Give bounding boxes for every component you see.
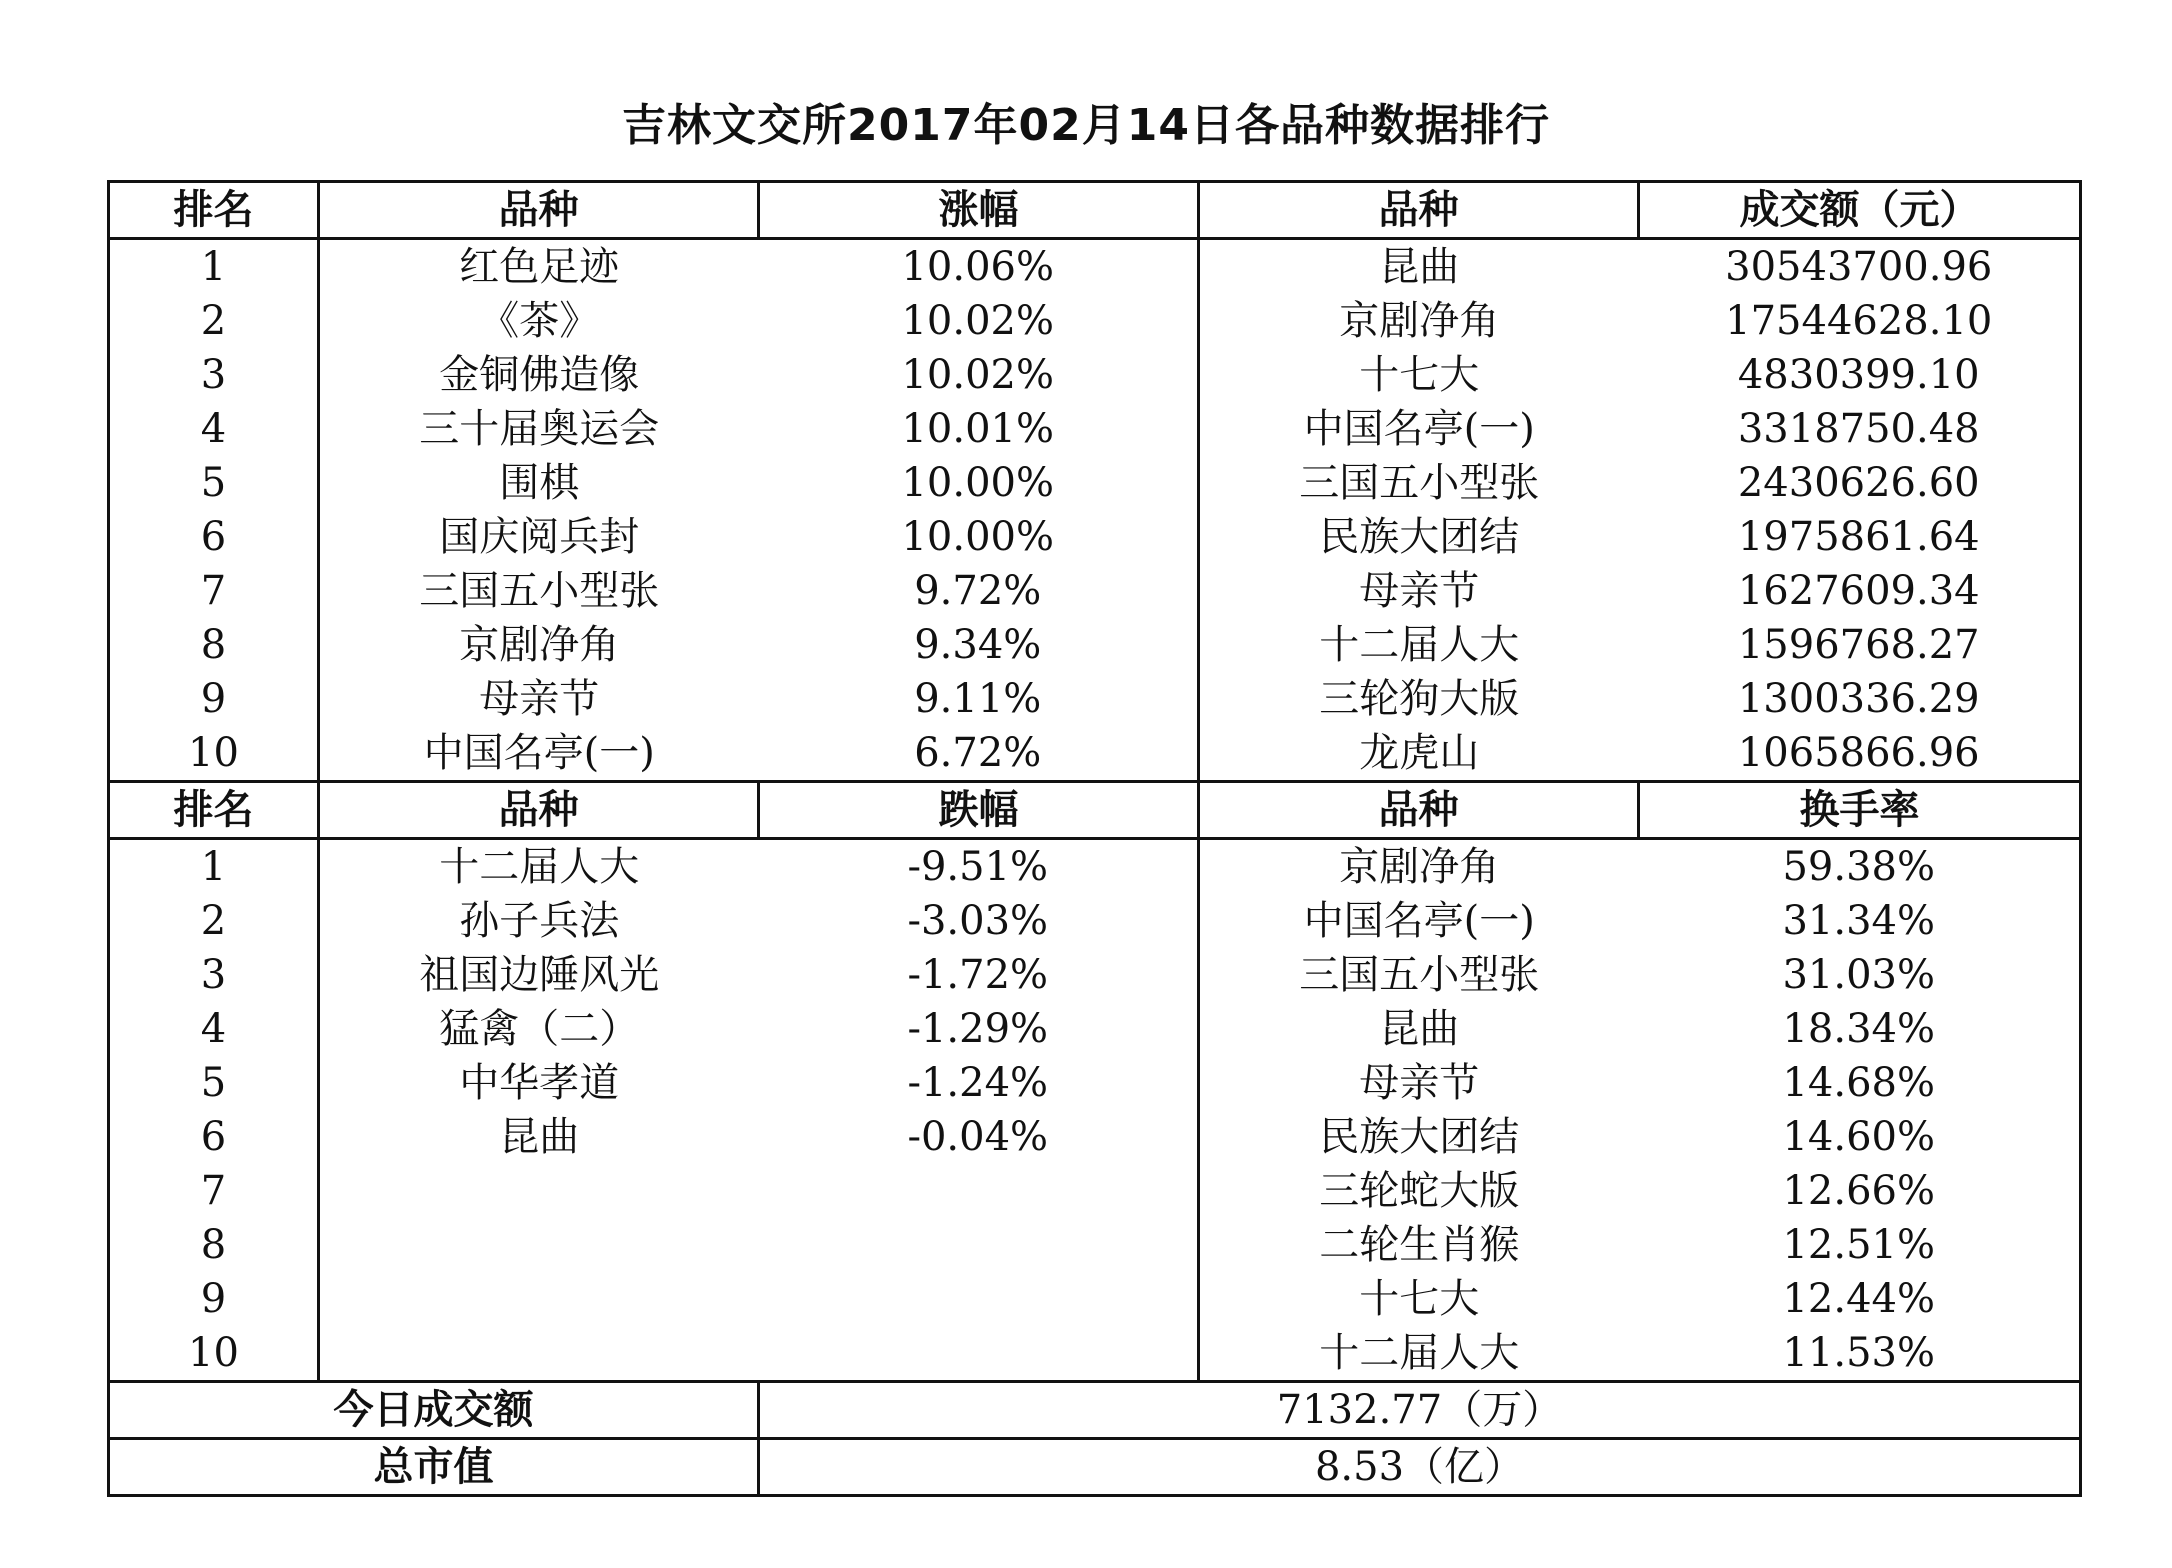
variety-cell: 三轮蛇大版: [1319, 1168, 1520, 1214]
daily-turnover-value: 7132.77（万）: [759, 1382, 2081, 1439]
losers-row: [109, 1218, 2081, 1272]
value-cell: 4830399.10: [1737, 352, 1980, 398]
variety-cell: 三国五小型张: [419, 568, 660, 614]
rank-cell: 4: [109, 1002, 319, 1056]
value-cell: 1975861.64: [1737, 514, 1980, 560]
value-cell: 1300336.29: [1737, 676, 1980, 722]
rank-cell: 10: [109, 726, 319, 782]
percent-cell: -9.51%: [759, 839, 1199, 895]
gainers-row: [109, 564, 2081, 618]
variety-cell: 中国名亭(一): [423, 730, 655, 776]
losers-row: [109, 1164, 2081, 1218]
header-variety: 品种: [319, 782, 759, 839]
value-cell: 1596768.27: [1737, 622, 1980, 668]
value-cell: 30543700.96: [1725, 244, 1993, 290]
header-turnover-rate: 换手率: [1639, 782, 2081, 839]
losers-row: [109, 1056, 2081, 1110]
variety-cell: 昆曲: [499, 1114, 580, 1160]
percent-cell: [759, 1272, 1199, 1326]
value-cell: 18.34%: [1782, 1006, 1936, 1052]
variety-cell: [319, 1164, 759, 1218]
value-cell: 31.03%: [1782, 952, 1936, 998]
variety-cell: 《茶》: [479, 298, 600, 344]
header-rank: 排名: [109, 782, 319, 839]
gainers-row: [109, 510, 2081, 564]
percent-cell: 9.72%: [759, 564, 1199, 618]
percent-cell: 10.00%: [759, 510, 1199, 564]
value-cell: 14.68%: [1782, 1060, 1936, 1106]
variety-cell: 二轮生肖猴: [1319, 1222, 1520, 1268]
rank-cell: 1: [109, 239, 319, 295]
value-cell: 12.44%: [1782, 1276, 1936, 1322]
rank-cell: 5: [109, 1056, 319, 1110]
variety-cell: 围棋: [499, 460, 580, 506]
variety-cell: 三国五小型张: [1299, 460, 1540, 506]
ranking-table: [107, 180, 2082, 1497]
variety-cell: 十七大: [1359, 352, 1480, 398]
percent-cell: [759, 1326, 1199, 1382]
value-cell: 17544628.10: [1725, 298, 1993, 344]
variety-cell: 十二届人大: [1319, 622, 1520, 668]
percent-cell: [759, 1218, 1199, 1272]
losers-row: [109, 1326, 2081, 1382]
percent-cell: -1.24%: [759, 1056, 1199, 1110]
page-title: 吉林文交所2017年02月14日各品种数据排行: [622, 100, 1550, 151]
variety-cell: 国庆阅兵封: [439, 514, 640, 560]
rank-cell: 10: [109, 1326, 319, 1382]
percent-cell: [759, 1164, 1199, 1218]
value-cell: 3318750.48: [1737, 406, 1980, 452]
variety-cell: 三十届奥运会: [419, 406, 660, 452]
header-gain: 涨幅: [759, 182, 1199, 239]
losers-row: [109, 1272, 2081, 1326]
losers-row: [109, 839, 2081, 895]
gainers-header-row: [109, 182, 2081, 239]
losers-header-row: [109, 782, 2081, 839]
value-cell: 1627609.34: [1737, 568, 1980, 614]
variety-cell: [319, 1218, 759, 1272]
variety-cell: [319, 1272, 759, 1326]
value-cell: 31.34%: [1782, 898, 1936, 944]
rank-cell: 8: [109, 618, 319, 672]
losers-row: [109, 1110, 2081, 1164]
variety-cell: 红色足迹: [459, 244, 620, 290]
market-cap-value: 8.53（亿）: [759, 1439, 2081, 1496]
rank-cell: 6: [109, 510, 319, 564]
rank-cell: 9: [109, 672, 319, 726]
percent-cell: 10.06%: [759, 239, 1199, 295]
market-cap-label: 总市值: [109, 1439, 759, 1496]
daily-turnover-label: 今日成交额: [109, 1382, 759, 1439]
variety-cell: 中国名亭(一): [1303, 406, 1535, 452]
percent-cell: 9.34%: [759, 618, 1199, 672]
value-cell: 14.60%: [1782, 1114, 1936, 1160]
variety-cell: 昆曲: [1379, 1006, 1460, 1052]
variety-cell: 祖国边陲风光: [419, 952, 660, 998]
rank-cell: 8: [109, 1218, 319, 1272]
percent-cell: 9.11%: [759, 672, 1199, 726]
value-cell: 1065866.96: [1737, 730, 1980, 776]
header-rank: 排名: [109, 182, 319, 239]
variety-cell: 母亲节: [479, 676, 600, 722]
losers-row: [109, 948, 2081, 1002]
variety-cell: [319, 1326, 759, 1382]
header-variety-turnover: 品种: [1199, 182, 1639, 239]
gainers-row: [109, 726, 2081, 782]
header-variety-turnover-rate: 品种: [1199, 782, 1639, 839]
variety-cell: 猛禽（二）: [439, 1006, 640, 1052]
percent-cell: 10.01%: [759, 402, 1199, 456]
percent-cell: -3.03%: [759, 894, 1199, 948]
percent-cell: -1.29%: [759, 1002, 1199, 1056]
variety-cell: 母亲节: [1359, 1060, 1480, 1106]
variety-cell: 民族大团结: [1319, 514, 1520, 560]
rank-cell: 4: [109, 402, 319, 456]
variety-cell: 京剧净角: [459, 622, 620, 668]
gainers-row: [109, 348, 2081, 402]
value-cell: 11.53%: [1782, 1330, 1936, 1376]
rank-cell: 2: [109, 294, 319, 348]
gainers-row: [109, 672, 2081, 726]
header-decline: 跌幅: [759, 782, 1199, 839]
gainers-row: [109, 618, 2081, 672]
variety-cell: 三轮狗大版: [1319, 676, 1520, 722]
variety-cell: 龙虎山: [1359, 730, 1480, 776]
percent-cell: 10.02%: [759, 348, 1199, 402]
value-cell: 2430626.60: [1737, 460, 1980, 506]
variety-cell: 金铜佛造像: [439, 352, 640, 398]
rank-cell: 3: [109, 948, 319, 1002]
percent-cell: 6.72%: [759, 726, 1199, 782]
value-cell: 12.51%: [1782, 1222, 1936, 1268]
losers-row: [109, 1002, 2081, 1056]
percent-cell: -0.04%: [759, 1110, 1199, 1164]
variety-cell: 母亲节: [1359, 568, 1480, 614]
gainers-row: [109, 456, 2081, 510]
variety-cell: 京剧净角: [1339, 844, 1500, 890]
rank-cell: 9: [109, 1272, 319, 1326]
rank-cell: 6: [109, 1110, 319, 1164]
variety-cell: 中国名亭(一): [1303, 898, 1535, 944]
gainers-row: [109, 239, 2081, 295]
rank-cell: 7: [109, 564, 319, 618]
value-cell: 12.66%: [1782, 1168, 1936, 1214]
variety-cell: 民族大团结: [1319, 1114, 1520, 1160]
value-cell: 59.38%: [1782, 844, 1936, 890]
losers-row: [109, 894, 2081, 948]
variety-cell: 十二届人大: [439, 844, 640, 890]
rank-cell: 7: [109, 1164, 319, 1218]
rank-cell: 2: [109, 894, 319, 948]
percent-cell: 10.02%: [759, 294, 1199, 348]
variety-cell: 京剧净角: [1339, 298, 1500, 344]
variety-cell: 三国五小型张: [1299, 952, 1540, 998]
rank-cell: 1: [109, 839, 319, 895]
variety-cell: 十七大: [1359, 1276, 1480, 1322]
market-cap-row: [109, 1439, 2081, 1496]
percent-cell: -1.72%: [759, 948, 1199, 1002]
variety-cell: 十二届人大: [1319, 1330, 1520, 1376]
variety-cell: 孙子兵法: [459, 898, 620, 944]
gainers-row: [109, 402, 2081, 456]
header-variety: 品种: [319, 182, 759, 239]
variety-cell: 中华孝道: [459, 1060, 620, 1106]
variety-cell: 昆曲: [1379, 244, 1460, 290]
rank-cell: 3: [109, 348, 319, 402]
percent-cell: 10.00%: [759, 456, 1199, 510]
rank-cell: 5: [109, 456, 319, 510]
header-turnover-amount: 成交额（元）: [1639, 182, 2081, 239]
daily-turnover-row: [109, 1382, 2081, 1439]
gainers-row: [109, 294, 2081, 348]
